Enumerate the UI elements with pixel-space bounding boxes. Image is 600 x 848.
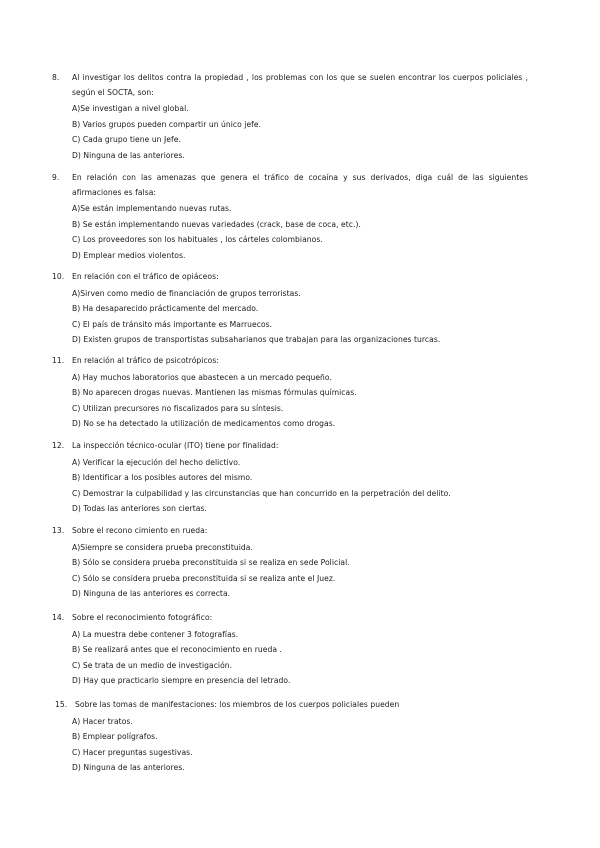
option-b: B) Varios grupos pueden compartir un único jefe.	[72, 119, 262, 129]
option-d: D) Hay que practicarlo siempre en presencia del letrado.	[72, 676, 291, 686]
option-d: D) Ninguna de las anteriores.	[72, 763, 185, 773]
option-b: B) Ha desaparecido prácticamente del mercado.	[72, 304, 259, 314]
option-c: C) Demostrar la culpabilidad y las circunstancias que han concurrido en la perpetración del delito.	[72, 488, 451, 498]
option-d: D) No se ha detectado la utilización de medicamentos como drogas.	[72, 419, 336, 429]
option-b: B) No aparecen drogas nuevas. Mantienen las mismas fórmulas químicas.	[72, 388, 357, 398]
option-a: A) La muestra debe contener 3 fotografías.	[72, 629, 239, 639]
option-c: C) Hacer preguntas sugestivas.	[72, 747, 193, 757]
option-c: C) Se trata de un medio de investigación.	[72, 660, 233, 670]
question-14	[52, 611, 528, 689]
question-text: Al investigar los delitos contra la propiedad , los problemas con los que se suelen encontrar los cuerpos policiales , según el SOCTA, son:	[72, 73, 528, 97]
question-text: En relación al tráfico de psicotrópicos:	[72, 356, 219, 365]
question-number: 11.	[52, 356, 65, 365]
option-c: C) Utilizan precursores no fiscalizados para su síntesis.	[72, 403, 284, 413]
option-d: D) Ninguna de las anteriores es correcta.	[72, 589, 231, 599]
option-a: A) Hay muchos laboratorios que abastecen a un mercado pequeño.	[72, 372, 332, 382]
option-b: B) Se realizará antes que el reconocimiento en rueda .	[72, 645, 282, 655]
question-15	[55, 698, 531, 776]
question-number: 10.	[52, 272, 65, 281]
question-number: 14.	[52, 613, 65, 622]
option-a: A)Se investigan a nivel global.	[72, 104, 189, 114]
question-number: 13.	[52, 526, 65, 535]
option-b: B) Identificar a los posibles autores del mismo.	[72, 473, 253, 483]
question-9	[52, 171, 528, 264]
question-text: La inspección técnico-ocular (ITO) tiene por finalidad:	[72, 441, 279, 450]
option-d: D) Todas las anteriores son ciertas.	[72, 504, 207, 514]
option-c: C) Cada grupo tiene un Jefe.	[72, 135, 181, 145]
option-a: A) Verificar la ejecución del hecho delictivo.	[72, 457, 241, 467]
question-text: Sobre las tomas de manifestaciones: los miembros de los cuerpos policiales pueden	[75, 700, 400, 709]
option-b: B) Sólo se considera prueba preconstituida si se realiza en sede Policial.	[72, 558, 350, 568]
question-12	[52, 439, 528, 517]
question-text: Sobre el reconocimiento fotográfico:	[72, 613, 213, 622]
option-c: C) El país de tránsito más importante es Marruecos.	[72, 319, 273, 329]
question-11	[52, 354, 528, 432]
question-8	[52, 71, 528, 164]
question-number: 15.	[55, 700, 68, 709]
question-text: En relación con el tráfico de opiáceos:	[72, 272, 219, 281]
option-a: A) Hacer tratos.	[72, 716, 133, 726]
option-a: A)Siempre se considera prueba preconstituida.	[72, 542, 253, 552]
question-13	[52, 524, 528, 602]
option-c: C) Sólo se considera prueba preconstituida si se realiza ante el Juez.	[72, 573, 336, 583]
option-b: B) Emplear polígrafos.	[72, 732, 158, 742]
question-number: 9.	[52, 173, 60, 182]
question-text: En relación con las amenazas que genera el tráfico de cocaína y sus derivados, diga cuál de las siguientes afirmaciones es falsa:	[72, 173, 528, 197]
option-d: D) Ninguna de las anteriores.	[72, 150, 185, 160]
option-d: D) Existen grupos de transportistas subsaharianos que trabajan para las organizaciones turcas.	[72, 335, 441, 345]
option-a: A)Se están implementando nuevas rutas.	[72, 204, 232, 214]
option-a: A)Sirven como medio de financiación de grupos terroristas.	[72, 288, 301, 298]
option-d: D) Emplear medios violentos.	[72, 250, 186, 260]
question-number: 8.	[52, 73, 60, 82]
option-b: B) Se están implementando nuevas variedades (crack, base de coca, etc.).	[72, 219, 361, 229]
question-number: 12.	[52, 441, 65, 450]
question-text: Sobre el recono cimiento en rueda:	[72, 526, 208, 535]
question-10	[52, 270, 528, 348]
option-c: C) Los proveedores son los habituales , los cárteles colombianos.	[72, 235, 323, 245]
